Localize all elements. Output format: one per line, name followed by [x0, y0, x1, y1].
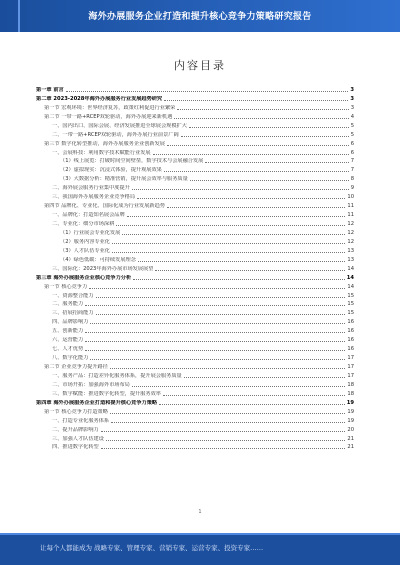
- toc-leader-dots: [164, 100, 348, 101]
- toc-entry-page: 14: [346, 274, 354, 281]
- toc-entry-title: 三、招展招商能力: [52, 310, 94, 317]
- toc-leader-dots: [112, 252, 345, 253]
- toc-leader-dots: [127, 216, 346, 217]
- toc-leader-dots: [66, 91, 349, 92]
- toc-entry-page: 6: [350, 149, 354, 156]
- toc-entry-title: 二、提升品牌影响力: [52, 426, 99, 433]
- toc-leader-dots: [112, 243, 345, 244]
- toc-entry-title: 三、国际化：2023年海外办展市场发展展望: [52, 265, 154, 272]
- toc-leader-dots: [101, 431, 346, 432]
- toc-leader-dots: [153, 154, 349, 155]
- toc-entry-page: 21: [347, 435, 354, 442]
- toc-entry-title: 第四章 海外办展服务企业打造和提升核心竞争力策略: [36, 399, 158, 406]
- toc-entry[interactable]: [36, 138, 354, 147]
- toc-entry-page: 8: [350, 176, 354, 183]
- toc-entry-page: 15: [347, 292, 354, 299]
- toc-entry[interactable]: [36, 325, 354, 334]
- toc-entry-page: 13: [347, 256, 354, 263]
- toc-entry[interactable]: [36, 227, 354, 236]
- toc-entry-page: 5: [350, 131, 354, 138]
- toc-entry-page: 19: [346, 399, 354, 406]
- toc-entry[interactable]: [36, 263, 354, 272]
- toc-entry-title: 三、数字赋能：推进数字化转型，提升服务效率: [52, 390, 161, 397]
- toc-entry-title: 一、打造专业化服务体系: [52, 417, 110, 424]
- toc-leader-dots: [85, 350, 345, 351]
- toc-entry[interactable]: [36, 120, 354, 129]
- toc-entry-page: 14: [347, 265, 354, 272]
- toc-entry-title: 第一章 前言: [36, 86, 64, 93]
- toc-entry[interactable]: [36, 191, 354, 200]
- toc-entry-page: 16: [347, 328, 354, 335]
- toc-entry-title: （1）线上展览：打破时间空间壁垒，数字技术与会展融合发展: [60, 158, 204, 165]
- toc-leader-dots: [111, 422, 345, 423]
- toc-entry[interactable]: [36, 272, 354, 281]
- toc-entry-title: 第一节 宏观环境：世界经济复苏，政策红利促进行业繁荣: [44, 104, 176, 111]
- toc-entry[interactable]: [36, 290, 354, 299]
- toc-leader-dots: [90, 359, 345, 360]
- toc-entry-title: 六、运营能力: [52, 337, 84, 344]
- toc-entry[interactable]: [36, 200, 354, 209]
- toc-leader-dots: [177, 109, 348, 110]
- toc-entry-page: 16: [347, 319, 354, 326]
- toc-entry-page: 3: [350, 95, 354, 102]
- toc-entry-page: 17: [347, 355, 354, 362]
- toc-leader-dots: [116, 225, 345, 226]
- toc-entry-title: 二、一带一路+RCEP双轮驱动，海外办展行业前景广阔: [52, 131, 179, 138]
- toc-entry-title: 第二章 2023-2028年海外办展服务行业发展趋势研究: [36, 95, 163, 102]
- toc-entry-title: 八、数字化能力: [52, 355, 89, 362]
- toc-leader-dots: [85, 341, 345, 342]
- toc-entry-title: 第三章 海外办展服务企业核心竞争力分析: [36, 274, 132, 281]
- toc-entry-page: 12: [347, 238, 354, 245]
- report-footer: [0, 533, 400, 565]
- toc-entry-page: 3: [350, 104, 354, 111]
- toc-leader-dots: [137, 198, 345, 199]
- toc-leader-dots: [189, 127, 349, 128]
- toc-entry-title: 三、我国海外办展服务企业竞争格局: [52, 194, 136, 201]
- toc-entry-title: 四、推进数字化转型: [52, 444, 99, 451]
- toc-entry-page: 11: [347, 203, 354, 210]
- toc-entry[interactable]: [36, 93, 354, 102]
- toc-leader-dots: [122, 234, 345, 235]
- toc-leader-dots: [110, 413, 345, 414]
- toc-leader-dots: [96, 314, 346, 315]
- toc-entry[interactable]: [36, 397, 354, 406]
- toc-entry[interactable]: [36, 424, 354, 433]
- toc-entry-page: 21: [347, 444, 354, 451]
- toc-entry-title: 一、国内出口、国际会展、经济发展推进全球展会规模扩大: [52, 122, 187, 129]
- toc-entry[interactable]: [36, 361, 354, 370]
- toc-entry[interactable]: [36, 111, 354, 120]
- toc-entry[interactable]: [36, 156, 354, 165]
- toc-leader-dots: [132, 386, 346, 387]
- toc-leader-dots: [174, 118, 348, 119]
- toc-entry[interactable]: [36, 352, 354, 361]
- toc-entry-title: 七、人才优势: [52, 346, 84, 353]
- toc-entry[interactable]: [36, 433, 354, 442]
- toc-entry-title: 三、加强人才队伍建设: [52, 435, 104, 442]
- toc-entry[interactable]: [36, 406, 354, 415]
- toc-leader-dots: [163, 395, 345, 396]
- toc-entry-page: 6: [350, 140, 354, 147]
- toc-leader-dots: [133, 279, 345, 280]
- toc-entry-page: 12: [347, 221, 354, 227]
- toc-leader-dots: [85, 305, 345, 306]
- toc-entry[interactable]: [36, 218, 354, 227]
- toc-entry-title: 五、创新能力: [52, 328, 84, 335]
- report-title: 海外办展服务企业打造和提升核心竞争力策略研究报告: [88, 12, 312, 22]
- page-number: 1: [198, 509, 202, 515]
- toc-leader-dots: [167, 207, 345, 208]
- toc-entry[interactable]: [36, 370, 354, 379]
- toc-entry-title: 一、服务产品：打造差异化服务体系，提升展会服务质量: [52, 372, 182, 379]
- toc-entry[interactable]: [36, 316, 354, 325]
- toc-leader-dots: [181, 136, 349, 137]
- toc-entry-page: 18: [347, 390, 354, 397]
- toc-entry-title: 第二节 一带一路+RCEP双轮驱动，海外办展迎来新机遇: [44, 113, 173, 120]
- toc-leader-dots: [159, 404, 345, 405]
- toc-leader-dots: [184, 377, 346, 378]
- toc-entry[interactable]: [36, 343, 354, 352]
- toc-leader-dots: [110, 368, 345, 369]
- toc-leader-dots: [132, 189, 349, 190]
- toc-entry[interactable]: [36, 415, 354, 424]
- toc-entry-page: 10: [347, 194, 354, 201]
- toc-leader-dots: [205, 162, 348, 163]
- toc-entry-page: 16: [347, 337, 354, 344]
- toc-entry-title: 四、品牌影响力: [52, 319, 89, 326]
- toc-leader-dots: [101, 448, 346, 449]
- toc-heading: 内容目录: [174, 59, 226, 72]
- toc-entry[interactable]: [36, 379, 354, 388]
- toc-entry[interactable]: [36, 164, 354, 173]
- toc-entry[interactable]: [36, 299, 354, 308]
- toc-entry[interactable]: [36, 173, 354, 182]
- toc-entry-title: 第二节 企业竞争力提升路径: [44, 364, 108, 370]
- toc-entry-title: 一、会展科技：利用数字技术赋能行业发展: [52, 149, 151, 156]
- toc-entry-title: （3）人才队伍专业化: [60, 247, 110, 254]
- toc-entry[interactable]: [36, 388, 354, 397]
- toc-entry-page: 15: [347, 301, 354, 308]
- toc-entry-page: 9: [350, 185, 354, 192]
- toc-entry-title: 二、市场开拓：加强海外市场布局: [52, 381, 130, 388]
- toc-entry-title: 第四节 品牌化、专业化、国际化成为行业发展新趋势: [44, 203, 165, 210]
- toc-entry-page: 12: [347, 229, 354, 236]
- toc-entry[interactable]: [36, 281, 354, 290]
- toc-entry-title: 二、海外展会服务行业集中度提升: [52, 185, 130, 192]
- toc-entry-page: 15: [347, 310, 354, 317]
- toc-entry[interactable]: [36, 129, 354, 138]
- toc-entry-title: 第一节 核心竞争力: [44, 283, 88, 290]
- toc-leader-dots: [164, 171, 349, 172]
- toc-entry[interactable]: [36, 147, 354, 156]
- toc-entry-title: 一、资源整合能力: [52, 292, 94, 299]
- toc-entry[interactable]: [36, 254, 354, 263]
- toc-entry[interactable]: [36, 102, 354, 111]
- toc-entry-page: 20: [347, 426, 354, 433]
- toc-entry-title: （2）服务内容专业化: [60, 238, 110, 245]
- toc-leader-dots: [90, 323, 345, 324]
- toc-entry[interactable]: [36, 209, 354, 218]
- toc-entry-page: 7: [350, 158, 354, 165]
- toc-entry-title: （4）绿色低碳：可持续发展理念: [60, 256, 136, 263]
- table-of-contents: [36, 84, 354, 450]
- toc-leader-dots: [96, 297, 346, 298]
- footer-accent-bar: [0, 533, 400, 535]
- toc-entry[interactable]: [36, 245, 354, 254]
- toc-leader-dots: [106, 440, 346, 441]
- toc-entry-page: 16: [347, 346, 354, 353]
- toc-leader-dots: [89, 288, 345, 289]
- toc-entry-page: 4: [350, 113, 354, 120]
- toc-entry[interactable]: [36, 182, 354, 191]
- toc-entry-page: 14: [347, 283, 354, 290]
- toc-entry-page: 7: [350, 167, 354, 174]
- toc-entry-page: 3: [350, 86, 354, 93]
- toc-entry-page: 11: [347, 212, 354, 219]
- footer-slogan: 让每个人都能成为 战略专家、管理专家、营销专家、运营专家、投资专家……: [40, 544, 264, 552]
- toc-entry-title: 二、服务能力: [52, 301, 84, 308]
- toc-entry[interactable]: [36, 84, 354, 93]
- toc-entry-title: 第三节 数字化转型推动，海外办展服务企业创新发展: [44, 140, 165, 147]
- toc-entry-title: （3）大数据分析：精准营销，提升展会效率与服务质量: [60, 176, 188, 183]
- toc-entry-page: 18: [347, 381, 354, 388]
- toc-entry-page: 5: [350, 122, 354, 129]
- toc-entry-page: 17: [347, 372, 354, 379]
- toc-leader-dots: [85, 332, 345, 333]
- toc-entry-page: 19: [347, 408, 354, 415]
- toc-entry[interactable]: [36, 442, 354, 451]
- toc-leader-dots: [138, 261, 345, 262]
- toc-leader-dots: [167, 145, 349, 146]
- toc-entry-title: 一、品牌化：打造知名展会品牌: [52, 212, 125, 219]
- toc-entry[interactable]: [36, 236, 354, 245]
- report-header: [0, 0, 400, 32]
- toc-entry-title: （1）行业展会专业化发展: [60, 229, 121, 236]
- toc-entry[interactable]: [36, 334, 354, 343]
- toc-entry-page: 17: [347, 364, 354, 370]
- toc-entry-title: （2）虚拟现实：沉浸式体验，提升观展效果: [60, 167, 162, 174]
- toc-entry-page: 19: [347, 417, 354, 424]
- toc-leader-dots: [190, 180, 349, 181]
- toc-leader-dots: [155, 270, 345, 271]
- toc-entry[interactable]: [36, 307, 354, 316]
- toc-entry-title: 二、专业化：细分市场深耕: [52, 221, 115, 227]
- toc-entry-title: 第一节 核心竞争力打造策略: [44, 408, 108, 415]
- toc-entry-page: 13: [347, 247, 354, 254]
